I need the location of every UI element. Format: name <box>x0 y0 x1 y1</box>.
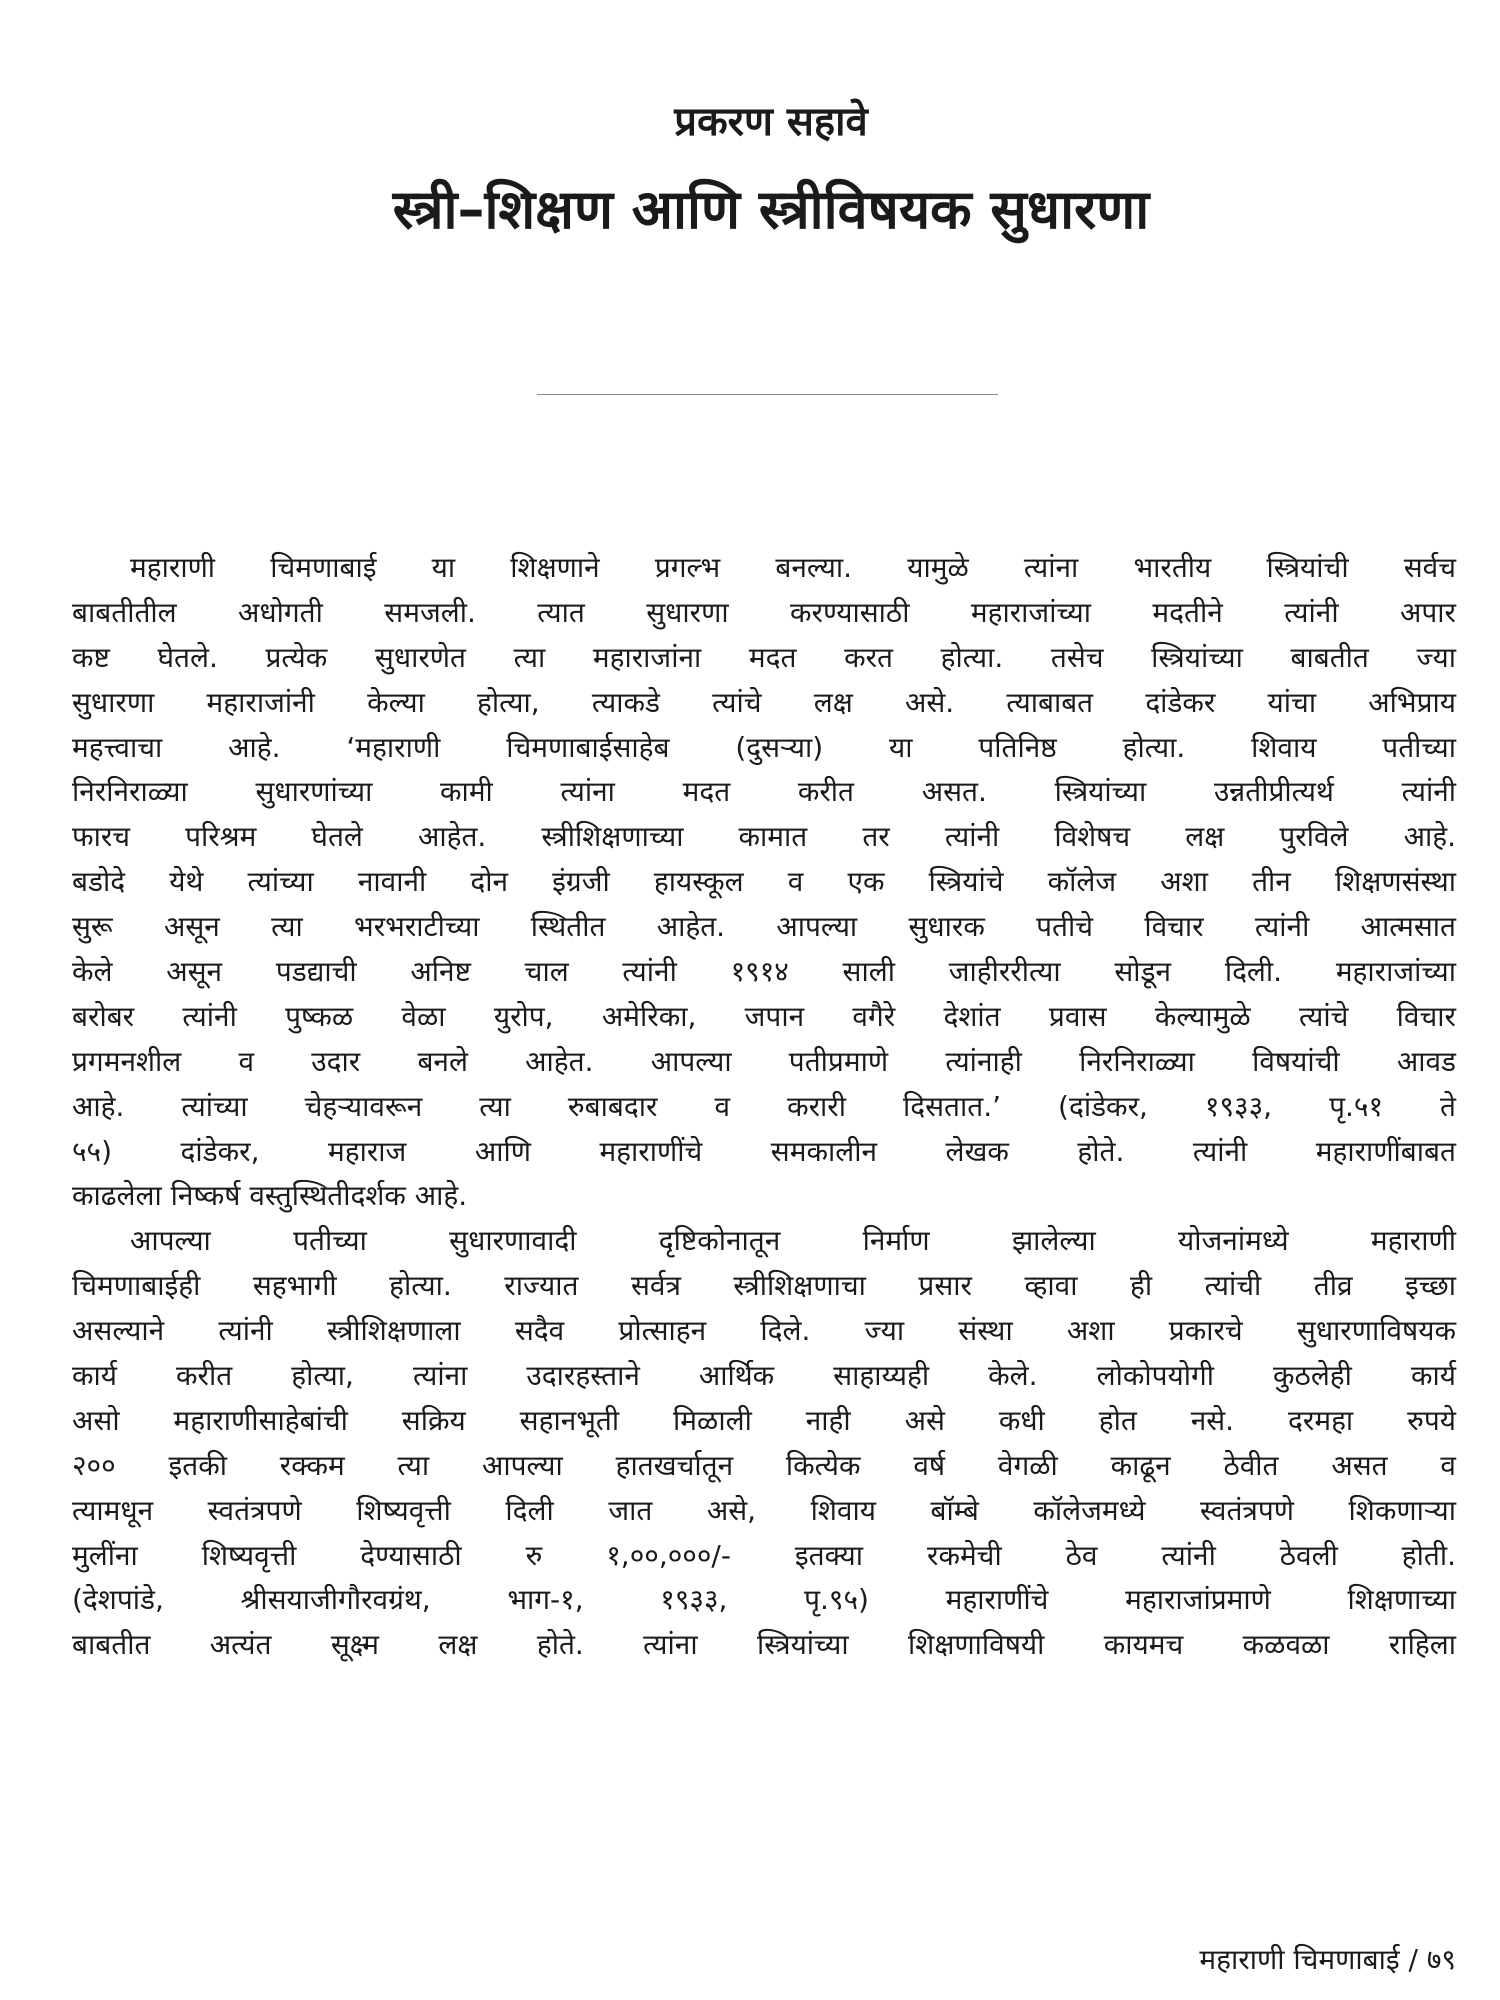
body-text <box>72 546 1456 1668</box>
paragraph-line: कार्य करीत होत्या, त्यांना उदारहस्ताने आर्थिक साहाय्यही केले. लोकोपयोगी कुठलेही कार्य <box>72 1359 1456 1393</box>
paragraph-line: मुलींना शिष्यवृत्ती देण्यासाठी रु १,००,०००/- इतक्या रकमेची ठेव त्यांनी ठेवली होती. <box>72 1538 1456 1572</box>
paragraph-line: २०० इतकी रक्कम त्या आपल्या हातखर्चातून कित्येक वर्ष वेगळी काढून ठेवीत असत व <box>72 1448 1456 1482</box>
paragraph-line: सुधारणा महाराजांनी केल्या होत्या, त्याकडे त्यांचे लक्ष असे. त्याबाबत दांडेकर यांचा अभिप्राय <box>72 685 1456 719</box>
paragraph-line: बाबतीत अत्यंत सूक्ष्म लक्ष होते. त्यांना स्त्रियांच्या शिक्षणाविषयी कायमच कळवळा राहिला <box>72 1628 1456 1662</box>
paragraph-line: आपल्या पतीच्या सुधारणावादी दृष्टिकोनातून निर्माण झालेल्या योजनांमध्ये महाराणी <box>130 1224 1456 1258</box>
paragraph-line: निरनिराळ्या सुधारणांच्या कामी त्यांना मदत करीत असत. स्त्रियांच्या उन्नतीप्रीत्यर्थ त्यांनी <box>72 775 1456 809</box>
paragraph-line: बडोदे येथे त्यांच्या नावानी दोन इंग्रजी हायस्कूल व एक स्त्रियांचे कॉलेज अशा तीन शिक्षणसंस्था <box>72 865 1456 899</box>
paragraph-line: चिमणाबाईही सहभागी होत्या. राज्यात सर्वत्र स्त्रीशिक्षणाचा प्रसार व्हावा ही त्यांची तीव्र इच्छा <box>72 1269 1456 1303</box>
paragraph-line: बरोबर त्यांनी पुष्कळ वेळा युरोप, अमेरिका, जपान वगैरे देशांत प्रवास केल्यामुळे त्यांचे विचार <box>72 999 1456 1033</box>
paragraph-line: कष्ट घेतले. प्रत्येक सुधारणेत त्या महाराजांना मदत करत होत्या. तसेच स्त्रियांच्या बाबतीत ज्या <box>72 640 1456 674</box>
paragraph-line: त्यामधून स्वतंत्रपणे शिष्यवृत्ती दिली जात असे, शिवाय बॉम्बे कॉलेजमध्ये स्वतंत्रपणे शिकणाऱ्या <box>72 1493 1456 1527</box>
paragraph-line: काढलेला निष्कर्ष वस्तुस्थितीदर्शक आहे. <box>72 1179 468 1213</box>
paragraph-line: प्रगमनशील व उदार बनले आहेत. आपल्या पतीप्रमाणे त्यांनाही निरनिराळ्या विषयांची आवड <box>72 1044 1456 1078</box>
chapter-heading: प्रकरण सहावे <box>674 99 868 145</box>
divider-rule <box>537 394 998 395</box>
paragraph-line: महत्त्वाचा आहे. ‘महाराणी चिमणाबाईसाहेब (दुसऱ्या) या पतिनिष्ठ होत्या. शिवाय पतीच्या <box>72 730 1456 764</box>
chapter-title: स्त्री–शिक्षण आणि स्त्रीविषयक सुधारणा <box>392 178 1150 241</box>
paragraph-line: महाराणी चिमणाबाई या शिक्षणाने प्रगल्भ बनल्या. यामुळे त्यांना भारतीय स्त्रियांची सर्वच <box>130 551 1456 584</box>
paragraph-line: केले असून पडद्याची अनिष्ट चाल त्यांनी १९१४ साली जाहीररीत्या सोडून दिली. महाराजांच्या <box>72 955 1456 989</box>
paragraph-line: बाबतीतील अधोगती समजली. त्यात सुधारणा करण्यासाठी महाराजांच्या मदतीने त्यांनी अपार <box>72 595 1456 629</box>
page-footer: महाराणी चिमणाबाई / ७९ <box>1199 1943 1456 1976</box>
paragraph-line: ५५) दांडेकर, महाराज आणि महाराणींचे समकालीन लेखक होते. त्यांनी महाराणींबाबत <box>72 1134 1456 1168</box>
paragraph-line: फारच परिश्रम घेतले आहेत. स्त्रीशिक्षणाच्या कामात तर त्यांनी विशेषच लक्ष पुरविले आहे. <box>72 820 1456 854</box>
paragraph-line: सुरू असून त्या भरभराटीच्या स्थितीत आहेत. आपल्या सुधारक पतीचे विचार त्यांनी आत्मसात <box>72 910 1456 944</box>
paragraph-line: आहे. त्यांच्या चेहऱ्यावरून त्या रुबाबदार व करारी दिसतात.’ (दांडेकर, १९३३, पृ.५१ ते <box>72 1089 1456 1123</box>
paragraph-line: (देशपांडे, श्रीसयाजीगौरवग्रंथ, भाग-१, १९३३, पृ.९५) महाराणींचे महाराजांप्रमाणे शिक्षणाच्या <box>72 1583 1456 1617</box>
paragraph-line: असो महाराणीसाहेबांची सक्रिय सहानभूती मिळाली नाही असे कधी होत नसे. दरमहा रुपये <box>72 1403 1456 1437</box>
paragraph-line: असल्याने त्यांनी स्त्रीशिक्षणाला सदैव प्रोत्साहन दिले. ज्या संस्था अशा प्रकारचे सुधारणाविषयक <box>72 1314 1456 1348</box>
